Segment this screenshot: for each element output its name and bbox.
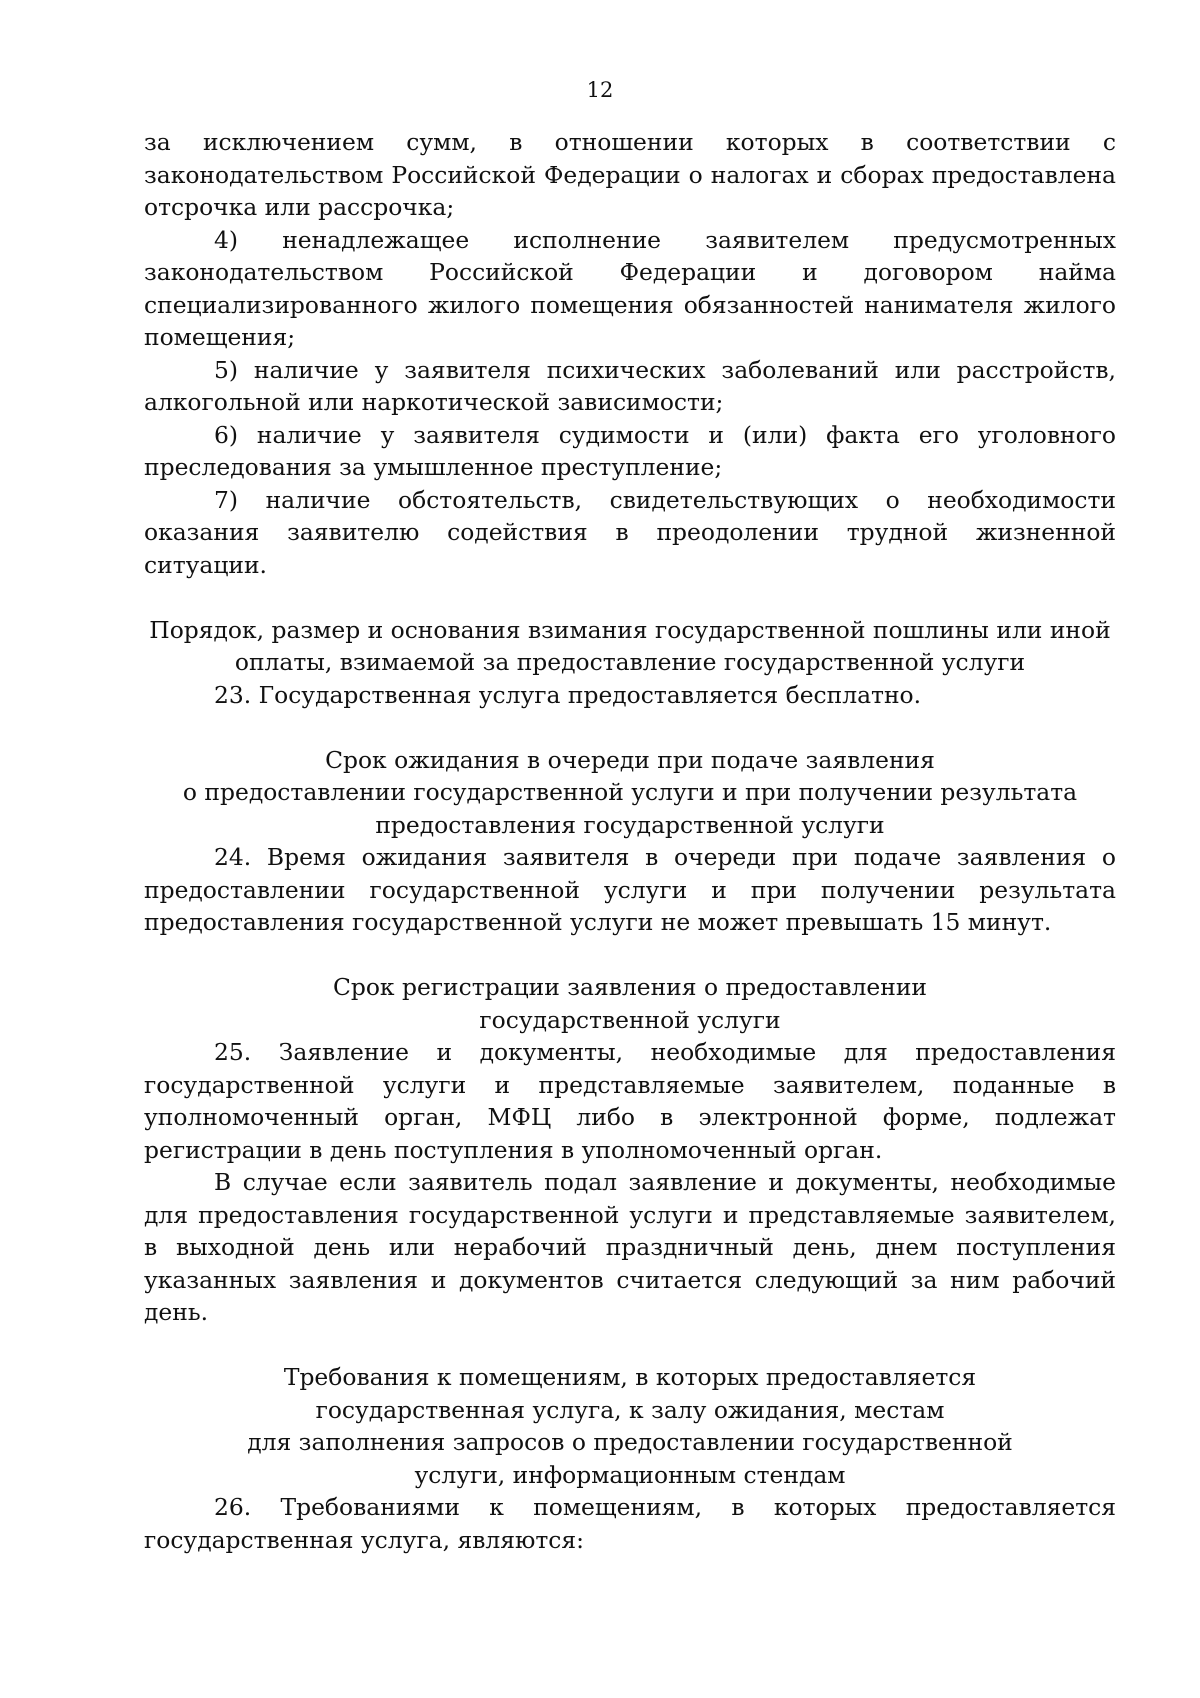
paragraph-23: 23. Государственная услуга предоставляется бесплатно. [214, 680, 922, 709]
list-item-5: 5) наличие у заявителя психических заболеваний или расстройств, алкогольной или наркотической зависимости; [144, 355, 1116, 416]
section-heading-premises-line-4: услуги, информационным стендам [414, 1460, 846, 1489]
page-number: 12 [586, 78, 614, 102]
paragraph-25: 25. Заявление и документы, необходимые для предоставления государственной услуги и представляемые заявителем, поданные в уполномоченный орган, МФЦ либо в электронной форме, подлежат регистрации в день поступления в уполномоченный орган. [144, 1038, 1116, 1164]
paragraph-24: 24. Время ожидания заявителя в очереди при подаче заявления о предоставлении государственной услуги и при получении результата предоставления государственной услуги не может превышать 15 минут. [144, 843, 1116, 936]
list-item-6: 6) наличие у заявителя судимости и (или) факта его уголовного преследования за умышленное преступление; [144, 420, 1116, 481]
section-heading-premises-line-3: для заполнения запросов о предоставлении государственной [247, 1428, 1013, 1456]
section-heading-wait-line-2: о предоставлении государственной услуги и при получении результата [182, 778, 1078, 806]
section-heading-premises-line-2: государственная услуга, к залу ожидания, местам [315, 1395, 945, 1424]
document-body [144, 126, 1116, 1556]
list-item-7: 7) наличие обстоятельств, свидетельствующих о необходимости оказания заявителю содействия в преодолении трудной жизненной ситуации. [144, 485, 1116, 579]
list-item-4: 4) ненадлежащее исполнение заявителем предусмотренных законодательством Российской Федерации и договором найма специализированного жилого помещения обязанностей нанимателя жилого помещения; [144, 225, 1116, 351]
section-heading-wait-line-3: предоставления государственной услуги [375, 810, 885, 839]
section-heading-premises-line-1: Требования к помещениям, в которых предоставляется [283, 1363, 977, 1391]
section-heading-wait-line-1: Срок ожидания в очереди при подаче заявления [325, 745, 935, 774]
paragraph-25-continued: В случае если заявитель подал заявление и документы, необходимые для предоставления государственной услуги и представляемые заявителем, в выходной день или нерабочий праздничный день, днем поступления указанных заявления и документов считается следующий за ним рабочий день. [144, 1168, 1116, 1326]
section-heading-fee-line-2: оплаты, взимаемой за предоставление государственной услуги [234, 648, 1026, 676]
section-heading-registration-line-1: Срок регистрации заявления о предоставлении [332, 973, 928, 1001]
continuation-paragraph: за исключением сумм, в отношении которых в соответствии с законодательством Российской Федерации о налогах и сборах предоставлена отсрочка или рассрочка; [144, 128, 1116, 221]
section-heading-fee-line-1: Порядок, размер и основания взимания государственной пошлины или иной [149, 615, 1111, 644]
section-heading-registration-line-2: государственной услуги [479, 1005, 781, 1034]
paragraph-26: 26. Требованиями к помещениям, в которых предоставляется государственная услуга, являются: [144, 1493, 1116, 1554]
